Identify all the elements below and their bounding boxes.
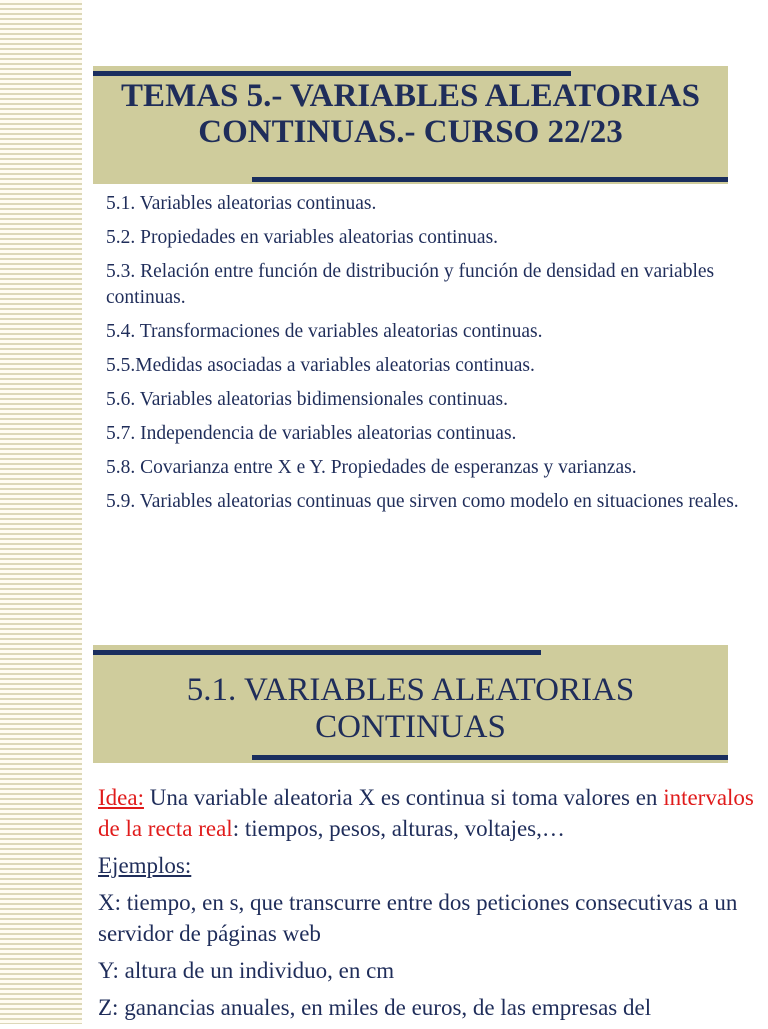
- idea-rest: : tiempos, pesos, alturas, voltajes,…: [232, 816, 565, 841]
- decorative-stripes: [0, 0, 82, 1024]
- title-bar-top: [93, 71, 571, 76]
- topic-item: 5.5.Medidas asociadas a variables aleatorias continuas.: [106, 355, 535, 376]
- slide-body: [98, 782, 763, 1029]
- idea-highlight: intervalos de la recta real: [98, 785, 754, 841]
- topic-item: 5.7. Independencia de variables aleatorias continuas.: [106, 423, 517, 444]
- example-item: Y: altura de un individuo, en cm: [98, 958, 395, 983]
- topic-item: 5.8. Covarianza entre X e Y. Propiedades de esperanzas y varianzas.: [106, 457, 637, 478]
- topic-item: 5.4. Transformaciones de variables aleatorias continuas.: [106, 321, 543, 342]
- slide-title: 5.1. VARIABLES ALEATORIAS CONTINUAS: [186, 672, 635, 745]
- topic-item: 5.1. Variables aleatorias continuas.: [106, 193, 377, 214]
- topic-list: [106, 191, 756, 523]
- examples-label: Ejemplos:: [98, 853, 192, 878]
- topic-item: 5.3. Relación entre función de distribución y función de densidad en variables continuas.: [106, 261, 715, 308]
- example-item: Z: ganancias anuales, en miles de euros, de las empresas del: [98, 995, 652, 1020]
- title-bar-bottom: [252, 177, 728, 182]
- idea-text: Una variable aleatoria X es continua si toma valores en: [143, 785, 664, 810]
- topic-item: 5.9. Variables aleatorias continuas que sirven como modelo en situaciones reales.: [106, 491, 739, 512]
- idea-paragraph: [98, 782, 763, 844]
- example-item: X: tiempo, en s, que transcurre entre dos peticiones consecutivas a un servidor de páginas web: [98, 890, 738, 946]
- topic-item: 5.2. Propiedades en variables aleatorias continuas.: [106, 227, 499, 248]
- title-bar-bottom: [252, 755, 728, 760]
- title-bar-top: [93, 650, 541, 655]
- idea-label: Idea:: [98, 785, 144, 810]
- slide-title: TEMAS 5.- VARIABLES ALEATORIAS CONTINUAS.- CURSO 22/23: [121, 78, 700, 150]
- topic-item: 5.6. Variables aleatorias bidimensionales continuas.: [106, 389, 508, 410]
